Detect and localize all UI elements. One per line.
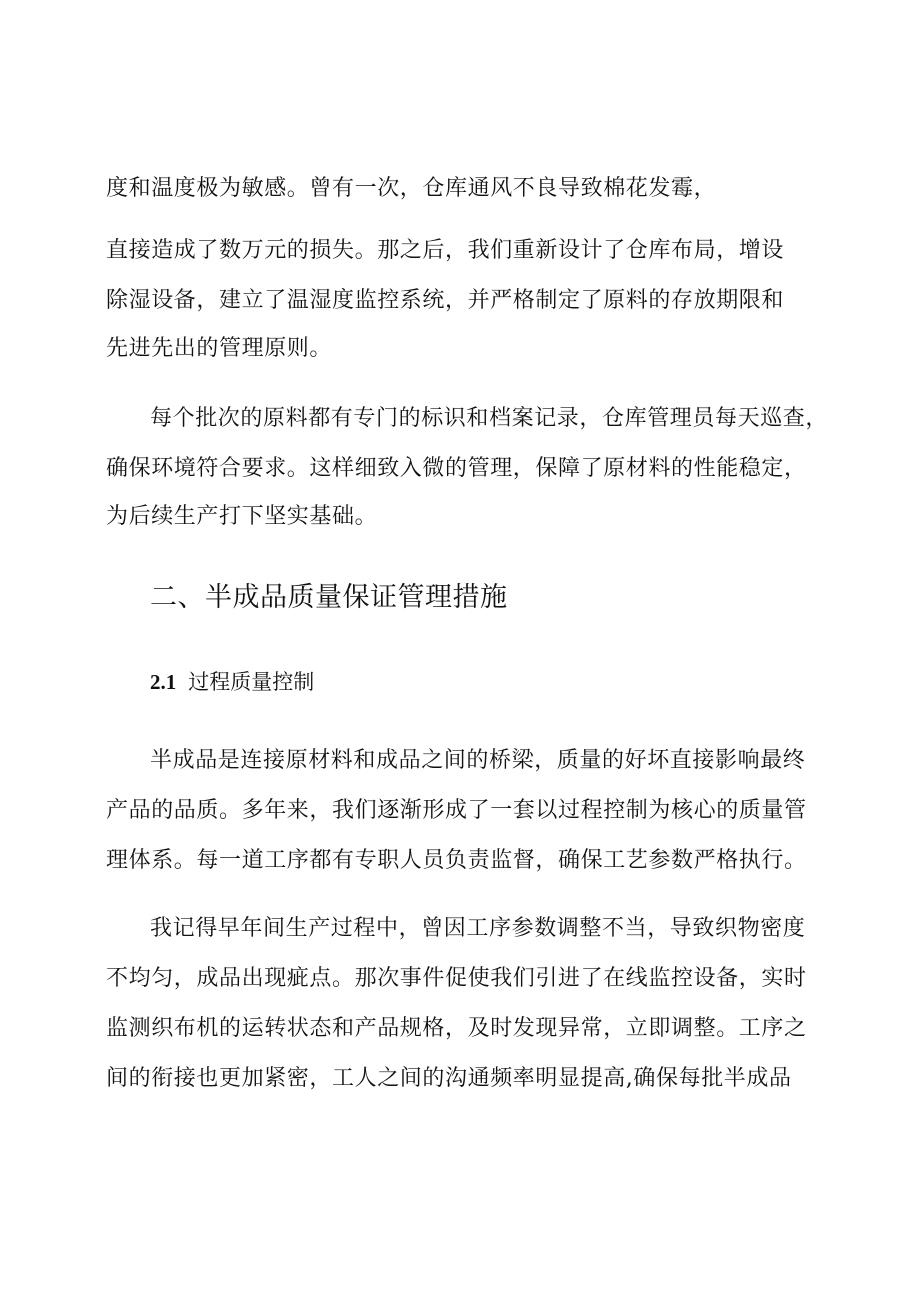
paragraph-line: 我记得早年间生产过程中，曾因工序参数调整不当，导致织物密度 (150, 916, 806, 941)
subsection-title: 过程质量控制 (188, 670, 315, 694)
paragraph-line: 间的衔接也更加紧密，工人之间的沟通频率明显提高,确保每批半成品 (106, 1066, 792, 1091)
paragraph-line: 产品的品质。多年来，我们逐渐形成了一套以过程控制为核心的质量管 (106, 798, 807, 823)
section-heading: 二、半成品质量保证管理措施 (150, 582, 508, 613)
paragraph-line: 度和温度极为敏感。曾有一次，仓库通风不良导致棉花发霉， (106, 176, 717, 201)
paragraph-line: 直接造成了数万元的损失。那之后，我们重新设计了仓库布局，增设 (106, 238, 785, 263)
paragraph-line: 每个批次的原料都有专门的标识和档案记录，仓库管理员每天巡查， (150, 406, 829, 431)
paragraph-line: 理体系。每一道工序都有专职人员负责监督，确保工艺参数严格执行。 (106, 848, 807, 873)
paragraph-line: 确保环境符合要求。这样细致入微的管理，保障了原材料的性能稳定， (106, 456, 807, 481)
paragraph-line: 除湿设备，建立了温湿度监控系统，并严格制定了原料的存放期限和 (106, 288, 785, 313)
paragraph-line: 半成品是连接原材料和成品之间的桥梁，质量的好坏直接影响最终 (150, 748, 806, 773)
paragraph-line: 不均匀，成品出现疵点。那次事件促使我们引进了在线监控设备，实时 (106, 966, 807, 991)
subsection-number: 2.1 (150, 670, 177, 694)
paragraph-line: 先进先出的管理原则。 (106, 336, 333, 361)
paragraph-line: 为后续生产打下坚实基础。 (106, 504, 378, 529)
subsection-heading (150, 667, 314, 697)
paragraph-line: 监测织布机的运转状态和产品规格，及时发现异常，立即调整。工序之 (106, 1016, 807, 1041)
